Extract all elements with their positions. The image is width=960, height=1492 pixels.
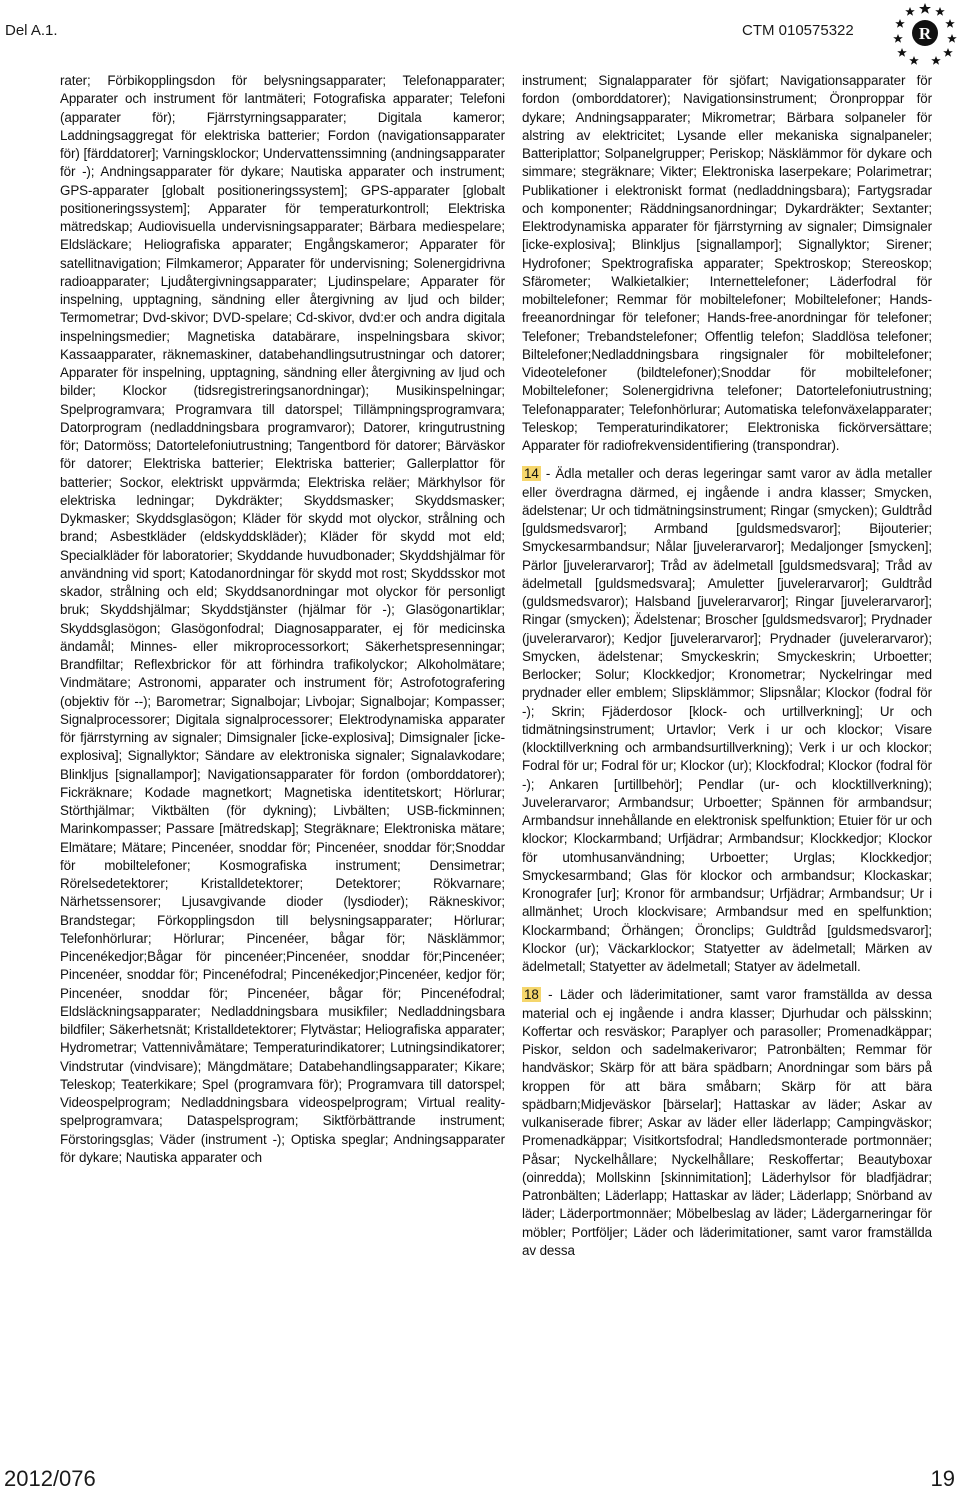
class-18-paragraph <box>522 986 932 1260</box>
logo-letter: R <box>918 24 932 43</box>
class-14-text: - Ädla metaller och deras legeringar samt varor av ädla metaller eller överdragna därmed, ej ingående i andra klasser; Smycken, ädelstenar; Ur och tidmätningsinstrument; Ringar (smycken); Guldtråd [guldsmedsvaror]; Armband [guldsmedsvaror]; Bijouterier; Smyckesarmbandsur; Nålar [juvelerarvaror]; Medaljonger [smycken]; Pärlor [juvelerarvaror]; Tråd av ädelmetall [guldsmedsvara]; Tråd av ädelmetall [guldsmedsvara]; Amuletter [juvelerarvaror]; Guldtråd (guldsmedsvaror); Halsband [juvelerarvaror]; Ringar [juvelerarvaror]; Ringar (smycken); Ädelstenar; Broscher [guldsmedsvaror]; Prydnader (juvelerarvaror); Kedjor [juvelerarvaror]; Prydnader (juvelerarvaror); Smycken, ädelstenar; Smyckeskrin; Smyckeskrin; Urboetter; Berlocker; Solur; Klockkedjor; Kronometrar; Nyckelringar med prydnader eller emblem; Slipsklämmor; Slipsnålar; Klockor (fodral för -); Skrin; Fjäderdosor [klock- och urtillverkning]; Ur och tidmätningsinstrument; Urtavlor; Verk i ur och klockor; Visare (klocktillverkning och armbandsurtillverkning); Verk i ur och klockor; Fodral för ur; Fodral för ur; Klockor (ur); Klockfodral; Klockor (fodral för -); Ankaren [urtillbehör]; Pendlar (ur- och klocktillverkning); Juvelerarvaror; Armbandsur; Urboetter; Spännen för armbandsur; Armbandsur innehållande en elektronisk spelfunktion; Etuier för ur och klockor; Klockarmband; Urfjädrar; Armbandsur; Klockkedjor; Klockor för utomhusanvändning; Urboetter; Urglas; Klockkedjor; Smyckesarmband; Glas för klockor och armbandsur; Klockaskar; Kronografer [ur]; Kronor för armbandsur; Urfjädrar; Armbandsur; Ur i allmänhet; Uroch klockvisare; Armbandsur med en spelfunktion; Klockarmband; Örhängen; Öronclips; Guldtråd [guldsmedsvaror]; Klockor (ur); Väckarklockor; Statyetter av ädelmetall; Märken av ädelmetall; Statyetter av ädelmetall; Statyer av ädelmetall. <box>522 466 932 974</box>
document-section-label: Del A.1. <box>5 22 58 39</box>
bulletin-issue: 2012/076 <box>4 1466 96 1491</box>
class-14-number: 14 <box>524 466 539 482</box>
left-column-text: rater; Förbikopplingsdon för belysningsapparater; Telefonapparater; Apparater och instrument för lantmäteri; Fotografiska apparater; Telefoni (apparater för); Fjärrstyrningsapparater; Digitala kameror; Laddningsaggregat för elektriska batterier; Fordon (navigationsapparater för) [färddatorer]; Varningsklockor; Undervattenssimning (andningsapparater för -); Andningsapparater för dykare; Nautiska apparater och instrument; GPS-apparater [globalt positioneringssystem]; GPS-apparater [globalt positioneringssystem]; Apparater för temperaturkontroll; Elektriska mätredskap; Audiovisuella undervisningsapparater; Bärbara mediespelare; Eldsläckare; Heliografiska apparater; Engångskameror; Apparater för satellitnavigation; Filmkameror; Apparater för undervisning; Solenergidrivna radioapparater; Ljudåtergivningsapparater; Ljudinspelare; Apparater för inspelning, upptagning, sändning eller återgivning av ljud och bilder; Termometrar; Dvd-skivor; DVD-spelare; Cd-skivor, dvd:er och andra digitala inspelningsmedier; Magnetiska databärare, inspelningsbara skivor; Kassaapparater, räknemaskiner, databehandlingsutrustningar och datorer; Apparater för inspelning, upptagning, sändning eller återgivning av ljud och bilder; Klockor (tidsregistreringsanordningar); Musikinspelningar; Spelprogramvara; Programvara till datorspel; Tillämpningsprogramvara; Datorprogram (nedladdningsbara programvaror); Datorer, kringutrustning för; Datormöss; Datortelefoniutrustning; Tangentbord för datorer; Bärväskor för datorer; Elektriska batterier; Elektriska batterier; Gallerplattor för batterier; Sockor, elektriskt uppvärmda; Elektriska reläer; Märkhylsor för elektriska ledningar; Dykdräkter; Skyddsmasker; Skyddsmasker; Dykmasker; Skyddsglasögon; Kläder för skydd mot olyckor, strålning och brand; Asbestkläder (eldskyddskläder); Kläder för skydd mot eld; Specialkläder för laboratorier; Skyddande huvudbonader; Skyddshjälmar för användning vid sport; Katodanordningar för skydd mot rost; Skyddsskor mot skador, strålning och eld; Skyddsanordningar mot olyckor för personligt bruk; Skyddshjälmar; Skyddstjänster (hjälmar för -); Glasögonartiklar; Skyddsglasögon; Glasögonfodral; Diagnosapparater, ej för medicinska ändamål; Minnes- eller mikroprocessorkort; Säkerhetspresenningar; Brandfiltar; Reflexbrickor för att förhindra trafikolyckor; Alkoholmätare; Vindmätare; Astronomi, apparater och instrument för; Astrofotografering (objektiv för --); Barometrar; Signalbojar; Livbojar; Signalbojar; Kompasser; Signalprocessorer; Digitala signalprocessorer; Elektrodynamiska apparater för fjärrstyrning av signaler; Dimsignaler [icke-explosiva]; Dimsignaler [icke-explosiva]; Signallyktor; Sändare av elektroniska signaler; Signalavkodare; Blinkljus [signallampor]; Navigationsapparater för fordon (omborddatorer); Fickräknare; Kodade magnetkort; Magnetiska identitetskort; Hörlurar; Störthjälmar; Viktbälten (för dykning); Livbälten; USB-fickminnen; Marinkompasser; Passare [mätredskap]; Stegräknare; Elektroniska mätare; Elmätare; Mätare; Pincenéer, snoddar för; Pincenéer, snoddar för;Snoddar för mobiltelefoner; Kosmografiska instrument; Densimetrar; Rörelsedetektorer; Kristalldetektorer; Detektorer; Rökvarnare; Närhetssensorer; Ljusavgivande dioder (lysdioder); Räkneskivor; Brandstegar; Förkopplingsdon till belysningsapparater; Hörlurar; Telefonhörlurar; Hörlurar; Pincenéer, bågar för; Näsklämmor; Pincenékedjor;Bågar för pincenéer;Pincenéer, snoddar för;Pincenéer; Pincenéer, snoddar för; Pincenéfodral; Pincenékedjor;Pincenéer, kedjor för; Pincenéer, snoddar för; Pincenéer, bågar för; Pincenéfodral; Eldsläckningsapparater; Nedladdningsbara musikfiler; Nedladdningsbara bildfiler; Säkerhetsnät; Kristalldetektorer; Flytvästar; Heliografiska apparater; Hydrometrar; Vattennivåmätare; Temperaturindikatorer; Lutningsindikatorer; Vindstrutar (vindvisare); Mängdmätare; Databehandlingsapparater; Kikare; Teleskop; Teaterkikare; Spel (programvara för); Programvara till datorspel; Videospelprogram; Nedladdningsbara videospelprogram; Virtual reality-spelprogramvara; Dataspelsprogram; Siktförbättrande instrument; Förstoringsglas; Väder (instrument -); Optiska speglar; Andningsapparater för dykare; Nautiska apparater och <box>60 73 505 1165</box>
eu-stars-r-logo-icon <box>893 2 957 66</box>
class-18-number: 18 <box>524 987 539 1003</box>
page-number: 19 <box>930 1466 955 1491</box>
trademark-number: CTM 010575322 <box>742 22 854 39</box>
logo-svg <box>893 2 957 66</box>
class-18-text: - Läder och läderimitationer, samt varor framställda av dessa material och ej ingående i andra klasser; Djurhudar och pälsskinn; Koffertar och resväskor; Paraplyer och parasoller; Promenadkäppar; Piskor, seldon och sadelmakerivaror; Patronbälten; Remmar för handväskor; Skärp för att bära spädbarn; Anordningar som bärs på kroppen för att bära småbarn; Skärp för att bära spädbarn;Midjeväskor [bärselar]; Hattaskar av läder; Askar av vulkaniserade fibrer; Askar av läder eller läderlapp; Campingväskor; Promenadkäppar; Visitkortsfodral; Handledsmonterade portmonnäer; Påsar; Nyckelhållare; Nyckelhållare; Reskoffertar; Beautyboxar (oinredda); Mollskinn [skinnimitation]; Läderhylsor för bladfjädrar; Patronbälten; Läderlapp; Hattaskar av läder; Läderlapp; Snörband av läder; Läderportmonnäer; Möbelbeslag av läder; Lädergarneringar för möbler; Portföljer; Läder och läderimitationer, samt varor framställda av dessa <box>522 987 932 1258</box>
left-column <box>60 72 505 1167</box>
class-14-paragraph <box>522 465 932 976</box>
right-column <box>497 72 932 1260</box>
right-column-text-1: instrument; Signalapparater för sjöfart; Navigationsapparater för fordon (omborddatorer); Navigationsinstrument; Öronproppar för dykare; Andningsapparater; Mikrometrar; Bärbara solpaneler för alstring av elektricitet; Lysande eller mekaniska signalpaneler; Batteriplattor; Solpanelgrupper; Periskop; Näsklämmor för dykare och simmare; stegräknare; Vikter; Elektroniska laserpekare; Polarimetrar; Publikationer i elektroniskt format (nedladdningsbara); Fartygsradar och komponenter; Räddningsanordningar; Dykardräkter; Sextanter; Elektrodynamiska apparater för fjärrstyrning av signaler; Dimsignaler [icke-explosiva]; Blinkljus [signallampor]; Signallyktor; Sirener; Hydrofoner; Spektrografiska apparater; Spektroskop; Stereoskop; Sfärometer; Walkietalkier; Internettelefoner; Läderfodral för mobiltelefoner; Remmar för mobiltelefoner; Mobiltelefoner; Hands-freeanordningar för telefoner; Hands-free-anordningar för telefoner; Telefoner; Trebandstelefoner; Offentlig telefon; Sladdlösa telefoner; Biltelefoner;Nedladdningsbara ringsignaler för mobiltelefoner; Videotelefoner (bildtelefoner);Snoddar för mobiltelefoner; Mobiltelefoner; Solenergidrivna telefoner; Datortelefoniutrustning; Telefonapparater; Telefonhörlurar; Automatiska telefonväxelapparater; Teleskop; Temperaturindikatorer; Elektroniska fickörversättare; Apparater för radiofrekvensidentifiering (transpondrar). <box>522 73 932 453</box>
